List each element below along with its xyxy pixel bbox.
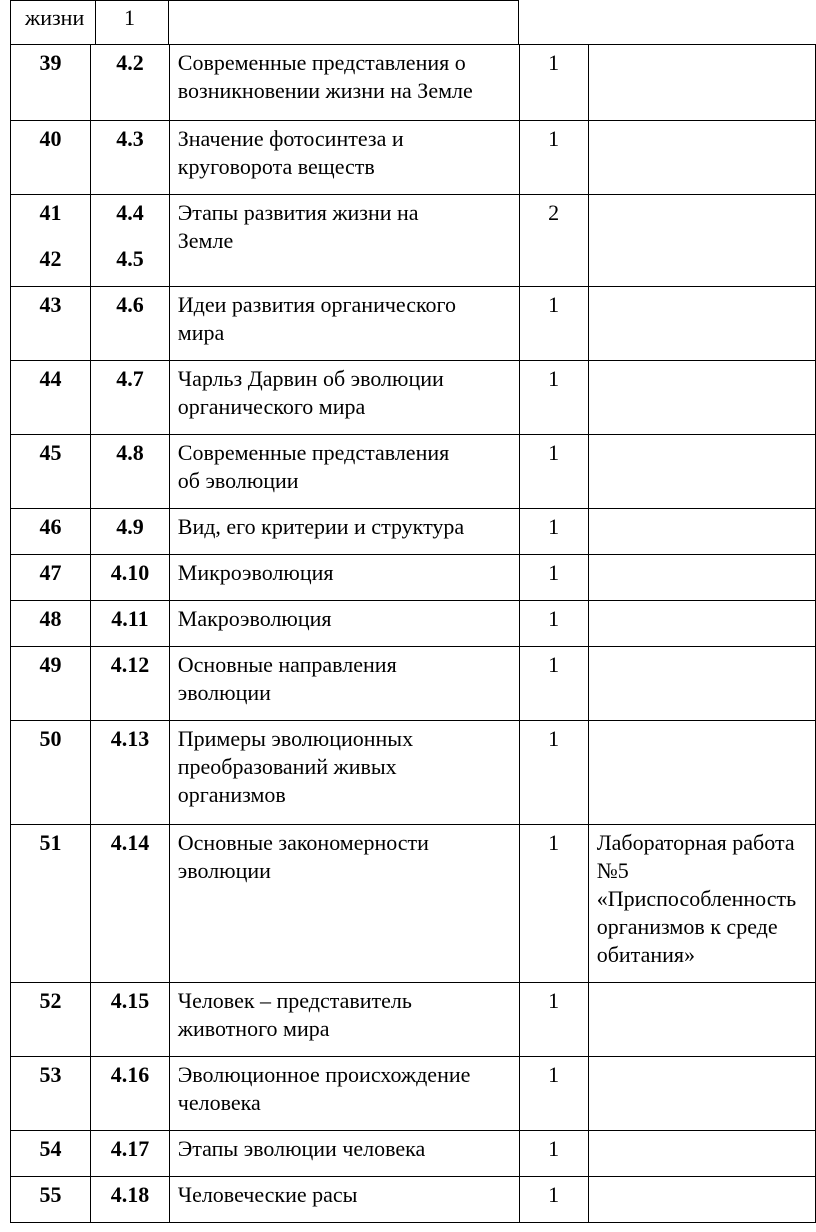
note-cell bbox=[588, 121, 815, 195]
topic-code-cell bbox=[91, 721, 170, 825]
topic-title-line: органического мира bbox=[177, 394, 366, 419]
topic-title-cell bbox=[169, 601, 519, 647]
topic-title-line: Основные направления bbox=[177, 652, 397, 677]
hours-cell: 1 bbox=[519, 1057, 588, 1131]
topic-title-line: Современные представления bbox=[177, 440, 450, 465]
topic-code-line: 4.17 bbox=[110, 1136, 150, 1161]
note-cell bbox=[588, 195, 815, 287]
topic-title-line: животного мира bbox=[177, 1016, 330, 1041]
hours-cell: 1 bbox=[519, 601, 588, 647]
table-row bbox=[11, 555, 816, 601]
topic-title-cell bbox=[169, 361, 519, 435]
row-number-cell bbox=[11, 195, 91, 287]
table-row bbox=[11, 45, 816, 121]
topic-title-line: Эволюционное происхождение bbox=[177, 1062, 471, 1087]
topic-title-cell bbox=[169, 45, 519, 121]
topic-code-cell bbox=[91, 555, 170, 601]
hours-cell: 1 bbox=[519, 509, 588, 555]
note-cell bbox=[588, 361, 815, 435]
hours-cell: 1 bbox=[519, 435, 588, 509]
topic-title-line: Этапы развития жизни на bbox=[177, 200, 419, 225]
topic-code-line: 4.6 bbox=[116, 292, 144, 317]
row-number-line: 41 bbox=[39, 200, 62, 225]
row-number-cell bbox=[11, 825, 91, 983]
row-number-cell bbox=[11, 45, 91, 121]
row-number-line: 42 bbox=[39, 246, 62, 271]
topic-title-cell bbox=[169, 721, 519, 825]
topic-code-cell bbox=[91, 287, 170, 361]
note-cell bbox=[588, 287, 815, 361]
row-number-line: 55 bbox=[39, 1182, 62, 1207]
topic-title-line: Человек – представитель bbox=[177, 988, 412, 1013]
note-cell bbox=[588, 601, 815, 647]
note-line: обитания» bbox=[596, 942, 695, 967]
fragment-text: жизни bbox=[10, 0, 96, 45]
table-row bbox=[11, 509, 816, 555]
lesson-plan-table bbox=[10, 44, 816, 1223]
topic-code-cell bbox=[91, 601, 170, 647]
topic-title-line: эволюции bbox=[177, 680, 271, 705]
topic-title-line: Чарльз Дарвин об эволюции bbox=[177, 366, 444, 391]
fragment-empty-cell bbox=[168, 0, 519, 45]
row-number-cell bbox=[11, 435, 91, 509]
topic-title-line: Современные представления о bbox=[177, 50, 466, 75]
topic-code-line: 4.14 bbox=[110, 830, 150, 855]
topic-title-line: Примеры эволюционных bbox=[177, 726, 414, 751]
topic-title-line: организмов bbox=[177, 782, 286, 807]
topic-title-line: Человеческие расы bbox=[177, 1182, 358, 1207]
note-cell bbox=[588, 509, 815, 555]
fragment-hours: 1 bbox=[95, 0, 169, 45]
row-number-cell bbox=[11, 647, 91, 721]
note-line: организмов к среде bbox=[596, 914, 778, 939]
row-number-line: 47 bbox=[39, 560, 62, 585]
topic-title-cell bbox=[169, 121, 519, 195]
topic-title-cell bbox=[169, 1057, 519, 1131]
note-cell bbox=[588, 825, 815, 983]
topic-title-line: Основные закономерности bbox=[177, 830, 429, 855]
hours-cell: 2 bbox=[519, 195, 588, 287]
row-number-cell bbox=[11, 509, 91, 555]
row-number-line: 40 bbox=[39, 126, 62, 151]
topic-title-cell bbox=[169, 983, 519, 1057]
topic-code-line: 4.16 bbox=[110, 1062, 150, 1087]
topic-code-cell bbox=[91, 121, 170, 195]
note-cell bbox=[588, 1177, 815, 1223]
topic-title-line: преобразований живых bbox=[177, 754, 397, 779]
topic-title-cell bbox=[169, 1131, 519, 1177]
topic-title-cell bbox=[169, 509, 519, 555]
topic-title-line: Макроэволюция bbox=[177, 606, 332, 631]
topic-code-cell bbox=[91, 1057, 170, 1131]
topic-title-cell bbox=[169, 195, 519, 287]
hours-cell: 1 bbox=[519, 287, 588, 361]
topic-code-line: 4.8 bbox=[116, 440, 144, 465]
topic-title-line: Значение фотосинтеза и bbox=[177, 126, 404, 151]
table-row bbox=[11, 647, 816, 721]
topic-title-cell bbox=[169, 1177, 519, 1223]
hours-cell: 1 bbox=[519, 45, 588, 121]
topic-code-line: 4.9 bbox=[116, 514, 144, 539]
row-number-cell bbox=[11, 1131, 91, 1177]
row-number-line: 51 bbox=[39, 830, 62, 855]
topic-code-cell bbox=[91, 45, 170, 121]
row-number-line: 48 bbox=[39, 606, 62, 631]
topic-code-cell bbox=[91, 1177, 170, 1223]
note-line: №5 bbox=[596, 858, 629, 883]
note-cell bbox=[588, 45, 815, 121]
topic-title-line: Этапы эволюции человека bbox=[177, 1136, 426, 1161]
row-number-cell bbox=[11, 555, 91, 601]
table-row bbox=[11, 1131, 816, 1177]
table-row bbox=[11, 435, 816, 509]
topic-code-line: 4.18 bbox=[110, 1182, 150, 1207]
hours-cell: 1 bbox=[519, 647, 588, 721]
hours-cell: 1 bbox=[519, 1177, 588, 1223]
note-cell bbox=[588, 555, 815, 601]
hours-cell: 1 bbox=[519, 1131, 588, 1177]
topic-title-line: Идеи развития органического bbox=[177, 292, 457, 317]
topic-title-line: Вид, его критерии и структура bbox=[177, 514, 465, 539]
topic-title-cell bbox=[169, 647, 519, 721]
topic-title-line: эволюции bbox=[177, 858, 271, 883]
table-row bbox=[11, 1177, 816, 1223]
topic-code-line: 4.7 bbox=[116, 366, 144, 391]
topic-title-line: Земле bbox=[177, 228, 234, 253]
topic-code-line: 4.15 bbox=[110, 988, 150, 1013]
row-number-cell bbox=[11, 287, 91, 361]
row-number-line: 50 bbox=[39, 726, 62, 751]
topic-code-line: 4.11 bbox=[111, 606, 149, 631]
table-row bbox=[11, 121, 816, 195]
row-number-line: 53 bbox=[39, 1062, 62, 1087]
table-row bbox=[11, 195, 816, 287]
note-cell bbox=[588, 721, 815, 825]
row-number-line: 49 bbox=[39, 652, 62, 677]
hours-cell: 1 bbox=[519, 825, 588, 983]
row-number-cell bbox=[11, 121, 91, 195]
table-row bbox=[11, 721, 816, 825]
table-row bbox=[11, 825, 816, 983]
topic-title-line: об эволюции bbox=[177, 468, 299, 493]
row-number-cell bbox=[11, 361, 91, 435]
row-number-cell bbox=[11, 601, 91, 647]
topic-title-cell bbox=[169, 435, 519, 509]
topic-code-line: 4.5 bbox=[116, 246, 144, 271]
row-number-line: 44 bbox=[39, 366, 62, 391]
row-number-cell bbox=[11, 983, 91, 1057]
hours-cell: 1 bbox=[519, 983, 588, 1057]
table-row bbox=[11, 361, 816, 435]
hours-cell: 1 bbox=[519, 555, 588, 601]
topic-code-cell bbox=[91, 509, 170, 555]
note-cell bbox=[588, 647, 815, 721]
note-cell bbox=[588, 1131, 815, 1177]
table-row bbox=[11, 287, 816, 361]
note-cell bbox=[588, 1057, 815, 1131]
row-number-cell bbox=[11, 1057, 91, 1131]
topic-code-cell bbox=[91, 435, 170, 509]
note-line: «Приспособленность bbox=[596, 886, 797, 911]
note-line: Лабораторная работа bbox=[596, 830, 795, 855]
topic-title-line: круговорота веществ bbox=[177, 154, 375, 179]
row-number-line: 46 bbox=[39, 514, 62, 539]
topic-code-cell bbox=[91, 1131, 170, 1177]
topic-code-line: 4.12 bbox=[110, 652, 150, 677]
row-number-cell bbox=[11, 721, 91, 825]
row-number-line: 54 bbox=[39, 1136, 62, 1161]
topic-code-cell bbox=[91, 647, 170, 721]
note-cell bbox=[588, 435, 815, 509]
topic-code-line: 4.4 bbox=[116, 200, 144, 225]
row-number-line: 39 bbox=[39, 50, 62, 75]
topic-title-line: мира bbox=[177, 320, 225, 345]
topic-title-cell bbox=[169, 825, 519, 983]
hours-cell: 1 bbox=[519, 361, 588, 435]
hours-cell: 1 bbox=[519, 721, 588, 825]
hours-cell: 1 bbox=[519, 121, 588, 195]
topic-title-line: человека bbox=[177, 1090, 261, 1115]
table-row bbox=[11, 1057, 816, 1131]
topic-code-cell bbox=[91, 983, 170, 1057]
topic-code-cell bbox=[91, 361, 170, 435]
topic-title-line: Микроэволюция bbox=[177, 560, 334, 585]
table-row bbox=[11, 983, 816, 1057]
row-number-line: 52 bbox=[39, 988, 62, 1013]
table-row bbox=[11, 601, 816, 647]
row-number-cell bbox=[11, 1177, 91, 1223]
topic-code-cell bbox=[91, 825, 170, 983]
row-number-line: 45 bbox=[39, 440, 62, 465]
topic-code-line: 4.10 bbox=[110, 560, 150, 585]
topic-title-cell bbox=[169, 287, 519, 361]
topic-code-line: 4.13 bbox=[110, 726, 150, 751]
row-number-line: 43 bbox=[39, 292, 62, 317]
topic-title-cell bbox=[169, 555, 519, 601]
topic-code-line: 4.3 bbox=[116, 126, 144, 151]
topic-code-cell bbox=[91, 195, 170, 287]
topic-title-line: возникновении жизни на Земле bbox=[177, 78, 473, 103]
topic-code-line: 4.2 bbox=[116, 50, 144, 75]
note-cell bbox=[588, 983, 815, 1057]
